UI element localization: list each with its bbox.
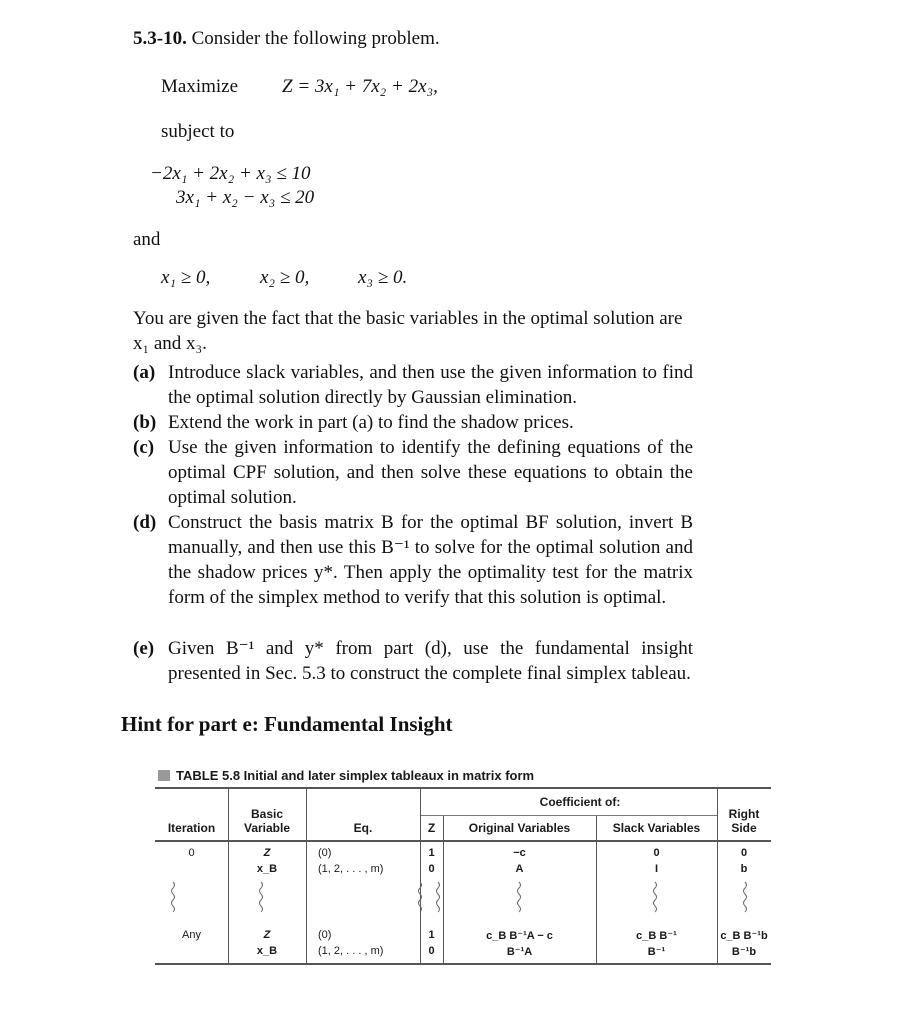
row0-z0: 1 [428, 847, 435, 859]
row0-eq0: (0) [318, 847, 332, 859]
header-coefficient-of: Coefficient of: [539, 795, 621, 809]
row0-z1: 0 [428, 863, 435, 875]
part-d-label: (d) [133, 512, 157, 533]
subject-to-label: subject to [161, 121, 235, 142]
part-e-label: (e) [133, 638, 155, 659]
nonneg-x2: x₂ ≥ 0, [260, 267, 310, 288]
row0-basic-z: Z [263, 847, 271, 859]
constraint-2: 3x₁ + x₂ − x₃ ≤ 20 [176, 187, 315, 208]
and-label: and [133, 229, 161, 250]
row0-slack-top: 0 [653, 847, 660, 859]
header-basic: Basic [250, 807, 284, 821]
caption-marker-icon [158, 770, 170, 781]
nonneg-x3: x₃ ≥ 0. [358, 267, 408, 288]
wavy-mark [419, 882, 422, 912]
part-b-label: (b) [133, 412, 157, 433]
part-c-label: (c) [133, 437, 155, 458]
objective-function: Z = 3x₁ + 7x₂ + 2x₃, [282, 76, 438, 97]
header-slack-variables: Slack Variables [612, 821, 701, 835]
wavy-mark [744, 882, 747, 912]
hint-heading: Hint for part e: Fundamental Insight [121, 712, 453, 736]
row1-basic-z: Z [263, 929, 271, 941]
table-bottom-rule [155, 963, 771, 965]
row1-eq1: (1, 2, . . . , m) [318, 945, 384, 957]
row1-z1: 0 [428, 945, 435, 957]
row1-z0: 1 [428, 929, 435, 941]
row1-eq0: (0) [318, 929, 332, 941]
part-c-text: Use the given information to identify the defining equations of the optimal CPF solution, and then solve these equations to obtain the optimal solution. [168, 437, 693, 508]
wavy-mark [654, 882, 657, 912]
nonneg-x1: x₁ ≥ 0, [161, 267, 211, 288]
row1-iteration: Any [182, 929, 201, 941]
given-fact: You are given the fact that the basic variables in the optimal solution are x₁ and x₃. [133, 308, 683, 354]
row1-slack-bottom: B⁻¹ [647, 946, 666, 958]
header-original-variables: Original Variables [468, 821, 571, 835]
header-variable: Variable [243, 821, 291, 835]
wavy-mark [172, 882, 175, 912]
problem-intro: Consider the following problem. [191, 28, 440, 49]
part-e-text: Given B⁻¹ and y* from part (d), use the fundamental insight presented in Sec. 5.3 to construct the complete final simplex tableau. [168, 638, 693, 684]
row1-rhs-top: c_B B⁻¹b [720, 930, 768, 942]
row0-eq1: (1, 2, . . . , m) [318, 863, 384, 875]
coef-subrule [420, 815, 717, 816]
part-d-text: Construct the basis matrix B for the optimal BF solution, invert B manually, and then use this B⁻¹ to solve for the optimal solution and the shadow prices y*. Then apply the optimality test for the matrix form of the simplex method to verify that this solution is optimal. [168, 512, 693, 608]
vrule-2 [306, 789, 307, 963]
table-top-rule [155, 787, 771, 789]
part-a [133, 360, 693, 410]
problem-number: 5.3-10. [133, 28, 187, 49]
header-z: Z [427, 821, 436, 835]
header-bottom-rule [155, 840, 771, 842]
row1-rhs-bottom: B⁻¹b [731, 946, 757, 958]
continuation-marks [155, 880, 771, 920]
row0-basic-xb: x_B [256, 863, 278, 875]
row1-original-top: c_B B⁻¹A − c [486, 930, 553, 942]
row0-iteration: 0 [188, 847, 195, 859]
header-iteration: Iteration [167, 821, 216, 835]
part-b [133, 410, 693, 435]
row1-original-bottom: B⁻¹A [506, 946, 533, 958]
maximize-label: Maximize [161, 76, 239, 97]
part-e [133, 636, 693, 686]
row1-slack-top: c_B B⁻¹ [636, 930, 677, 942]
header-side: Side [731, 821, 757, 835]
row0-slack-bottom: I [654, 863, 659, 875]
header-right: Right [728, 807, 760, 821]
part-d [133, 510, 693, 610]
row0-rhs-bottom: b [740, 863, 748, 875]
wavy-mark [260, 882, 263, 912]
part-a-label: (a) [133, 362, 156, 383]
part-a-text: Introduce slack variables, and then use the given information to find the optimal solution directly by Gaussian elimination. [168, 362, 693, 408]
wavy-mark [518, 882, 521, 912]
problem-title [133, 28, 440, 50]
wavy-mark [437, 882, 440, 912]
row1-basic-xb: x_B [256, 945, 278, 957]
part-b-text: Extend the work in part (a) to find the shadow prices. [168, 412, 574, 433]
header-eq: Eq. [353, 821, 373, 835]
row0-original-bottom: A [515, 863, 524, 875]
part-c [133, 435, 693, 510]
constraint-1: −2x₁ + 2x₂ + x₃ ≤ 10 [150, 163, 311, 184]
table-caption: TABLE 5.8 Initial and later simplex tableaux in matrix form [158, 768, 534, 783]
row0-original-top: −c [513, 847, 526, 859]
row0-rhs-top: 0 [740, 847, 748, 859]
